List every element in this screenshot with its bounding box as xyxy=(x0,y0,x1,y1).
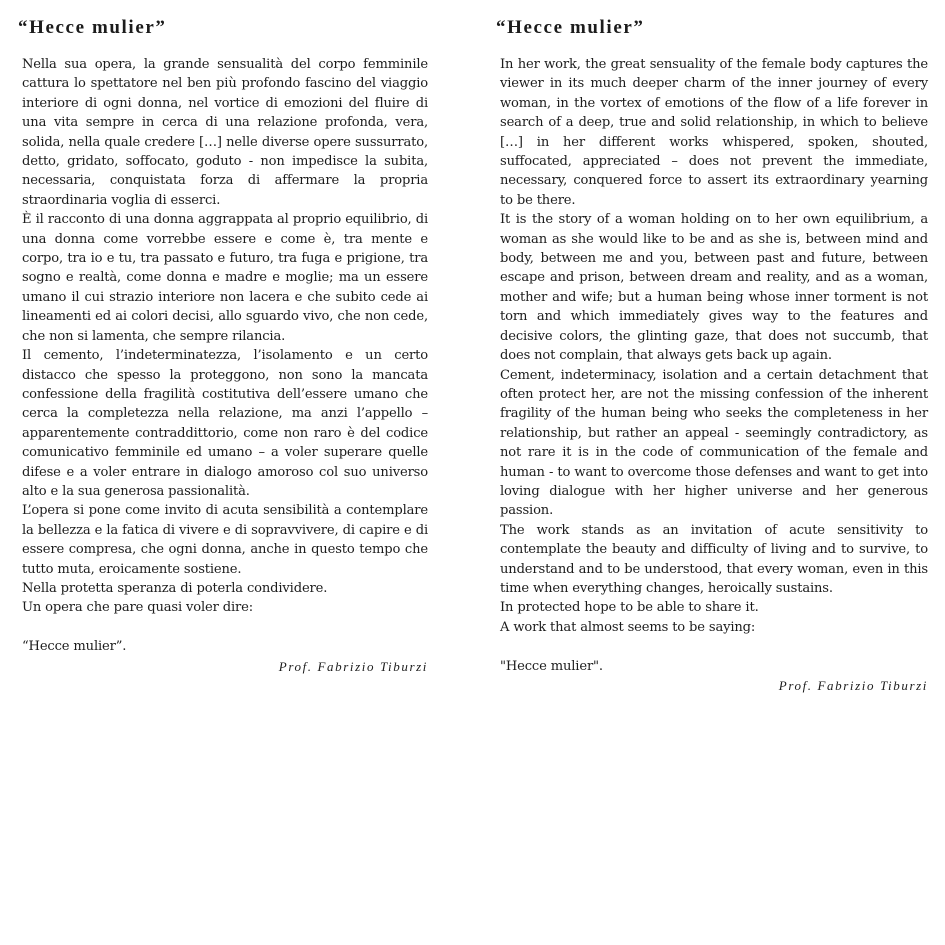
italian-paragraph: Il cemento, l’indeterminatezza, l’isolamento e un certo distacco che spesso la proteggono, non sono la mancata confessione della fragilità costitutiva dell’essere umano che cerca la completezza nella relazione, ma anzi l’appello – apparentemente contraddittorio, come non raro è del codice comunicativo femminile ed umano – a voler superare quelle difese e a voler entrare in dialogo amoroso col suo universo alto e la sua generosa passionalità. xyxy=(22,348,428,499)
italian-signature: Prof. Fabrizio Tiburzi xyxy=(278,658,428,674)
english-paragraph: In protected hope to be able to share it. xyxy=(500,600,759,616)
italian-paragraph: L’opera si pone come invito di acuta sensibilità a contemplare la bellezza e la fatica di vivere e di sopravvivere, di capire e di essere compresa, che ogni donna, anche in questo tempo che tutto muta, eroicamente sostiene. xyxy=(22,503,428,577)
english-paragraph: It is the story of a woman holding on to her own equilibrium, a woman as she would like to be and as she is, between mind and body, between me and you, between past and future, between escape and prison, between dream and reality, and as a woman, mother and wife; but a human being whose inner torment is not torn and which immediately gives way to the features and decisive colors, the glinting gaze, that does not succumb, that does not complain, that always gets back up again. xyxy=(500,212,928,364)
english-body xyxy=(496,55,928,695)
italian-body xyxy=(18,55,428,676)
spacer xyxy=(22,618,428,637)
italian-column xyxy=(18,16,428,676)
english-signature: Prof. Fabrizio Tiburzi xyxy=(778,677,928,693)
english-paragraph: Cement, indeterminacy, isolation and a certain detachment that often protect her, are not the missing confession of the inherent fragility of the human being who seeks the completeness in her relationship, but rather an appeal - seemingly contradictory, as not rare it is in the code of communication of the female and human - to want to overcome those defenses and want to get into loving dialogue with her higher universe and her generous passion. xyxy=(500,367,928,519)
italian-closing: “Hecce mulier”. xyxy=(22,639,127,655)
english-title: “Hecce mulier” xyxy=(496,17,645,38)
italian-paragraph: Un opera che pare quasi voler dire: xyxy=(22,600,253,616)
italian-title: “Hecce mulier” xyxy=(18,17,167,38)
italian-paragraph: Nella sua opera, la grande sensualità del corpo femminile cattura lo spettatore nel ben più profondo fascino del viaggio interiore di ogni donna, nel vortice di emozioni del fluire di una vita sempre in cerca di una relazione profonda, vera, solida, nella quale credere […] nelle diverse opere sussurrato, detto, gridato, soffocato, goduto - non impedisce la subita, necessaria, conquistata forza di affermare la propria straordinaria voglia di esserci. xyxy=(22,57,428,208)
english-paragraph: In her work, the great sensuality of the female body captures the viewer in its much deeper charm of the inner journey of every woman, in the vortex of emotions of the flow of a life forever in search of a deep, true and solid relationship, in which to believe […] in her different works whispered, spoken, shouted, suffocated, appreciated – does not prevent the immediate, necessary, conquered force to assert its extraordinary yearning to be there. xyxy=(500,57,928,208)
spacer xyxy=(500,637,928,656)
english-column xyxy=(496,16,928,695)
english-paragraph: The work stands as an invitation of acute sensitivity to contemplate the beauty and difficulty of living and to survive, to understand and to be understood, that every woman, even in this time when everything changes, heroically sustains. xyxy=(500,522,928,596)
english-paragraph: A work that almost seems to be saying: xyxy=(500,619,756,635)
english-closing: "Hecce mulier". xyxy=(500,658,603,674)
italian-paragraph: Nella protetta speranza di poterla condividere. xyxy=(22,580,328,596)
italian-paragraph: È il racconto di una donna aggrappata al proprio equilibrio, di una donna come vorrebbe essere e come è, tra mente e corpo, tra io e tu, tra passato e futuro, tra fuga e prigione, tra sogno e realtà, come donna e madre e moglie; ma un essere umano il cui strazio interiore non lacera e che subito cede ai lineamenti ed ai colori decisi, allo sguardo vivo, che non cede, che non si lamenta, che sempre rilancia. xyxy=(22,212,428,344)
